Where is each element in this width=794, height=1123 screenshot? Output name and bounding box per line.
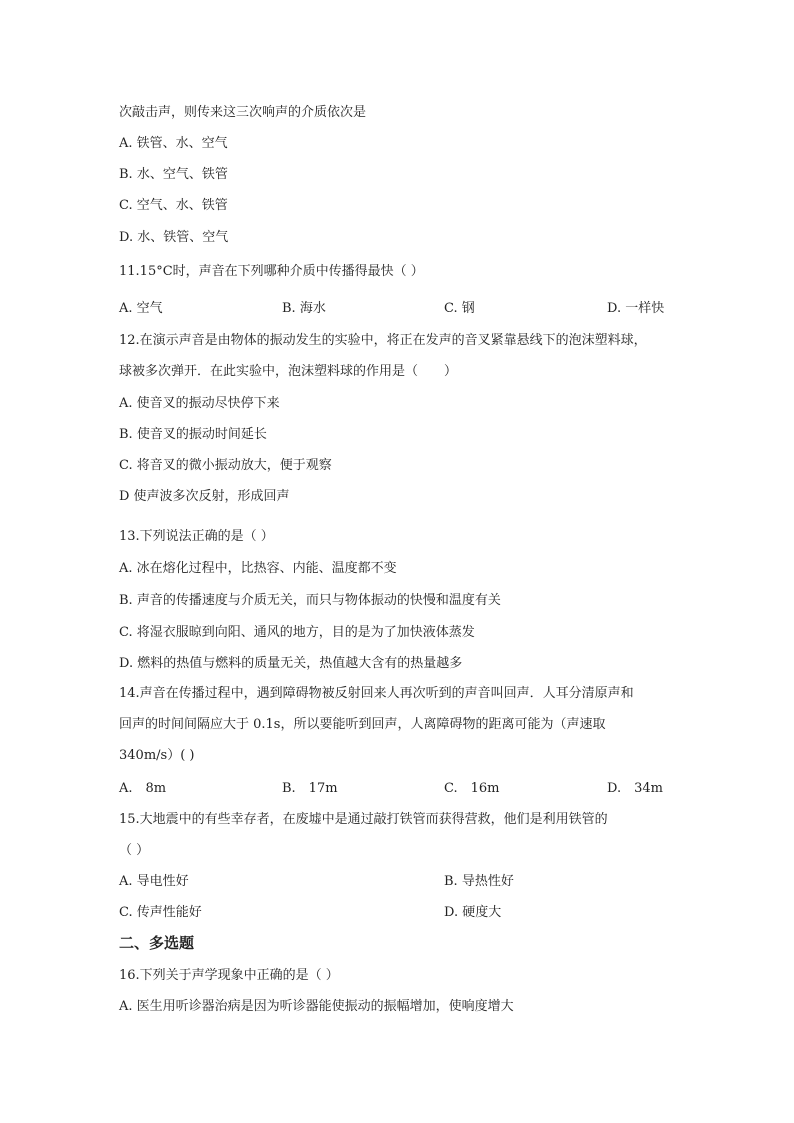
q12-option-d: D 使声波多次反射，形成回声 [119, 489, 290, 504]
q16-option-a: A. 医生用听诊器治病是因为听诊器能使振动的振幅增加，使响度增大 [119, 999, 514, 1014]
q10-option-d: D. 水、铁管、空气 [119, 230, 229, 245]
q13-option-b: B. 声音的传播速度与介质无关，而只与物体振动的快慢和温度有关 [119, 593, 501, 608]
q15-option-c: C. 传声性能好 [119, 905, 202, 920]
q10-stem-end: 次敲击声，则传来这三次响声的介质依次是 [119, 105, 367, 120]
q12-stem-line2: 球被多次弹开．在此实验中，泡沫塑料球的作用是（ ） [119, 364, 458, 379]
q10-option-b: B. 水、空气、铁管 [119, 167, 228, 182]
q11-option-d: D. 一样快 [607, 301, 665, 316]
q12-stem-line1: 12.在演示声音是由物体的振动发生的实验中，将正在发声的音叉紧靠悬线下的泡沫塑料球， [119, 333, 647, 348]
q14-stem-line1: 14.声音在传播过程中，遇到障碍物被反射回来人再次听到的声音叫回声．人耳分清原声和 [119, 686, 634, 701]
q11-stem: 11.15°C时，声音在下列哪种介质中传播得最快（ ） [119, 264, 424, 279]
q13-option-c: C. 将湿衣服晾到向阳、通风的地方，目的是为了加快液体蒸发 [119, 625, 475, 640]
q15-option-a: A. 导电性好 [119, 874, 189, 889]
q12-option-a: A. 使音叉的振动尽快停下来 [119, 396, 280, 411]
q14-stem-line3: 340m/s）( ) [119, 748, 195, 763]
q14-option-b: B. 17m [282, 781, 338, 796]
q14-stem-line2: 回声的时间间隔应大于 0.1s，所以要能听到回声，人离障碍物的距离可能为（声速取 [119, 717, 606, 732]
section-heading-multiple-choice: 二、多选题 [119, 934, 195, 952]
q15-stem-line1: 15.大地震中的有些幸存者，在废墟中是通过敲打铁管而获得营救，他们是利用铁管的 [119, 812, 608, 827]
q12-option-c: C. 将音叉的微小振动放大，便于观察 [119, 458, 332, 473]
q13-stem: 13.下列说法正确的是（ ） [119, 529, 274, 544]
q15-option-d: D. 硬度大 [444, 905, 502, 920]
q13-option-d: D. 燃料的热值与燃料的质量无关，热值越大含有的热量越多 [119, 656, 463, 671]
q10-option-a: A. 铁管、水、空气 [119, 136, 228, 151]
q15-option-b: B. 导热性好 [444, 874, 514, 889]
q14-option-c: C. 16m [444, 781, 500, 796]
q14-option-d: D. 34m [607, 781, 663, 796]
q10-option-c: C. 空气、水、铁管 [119, 198, 228, 213]
q11-option-a: A. 空气 [119, 301, 163, 316]
q13-option-a: A. 冰在熔化过程中，比热容、内能、温度都不变 [119, 561, 397, 576]
q12-option-b: B. 使音叉的振动时间延长 [119, 427, 267, 442]
q15-stem-line2: （ ） [119, 843, 150, 858]
q16-stem: 16.下列关于声学现象中正确的是（ ） [119, 968, 339, 983]
q11-option-c: C. 钢 [444, 301, 475, 316]
q11-option-b: B. 海水 [282, 301, 326, 316]
q14-option-a: A. 8m [119, 781, 167, 796]
